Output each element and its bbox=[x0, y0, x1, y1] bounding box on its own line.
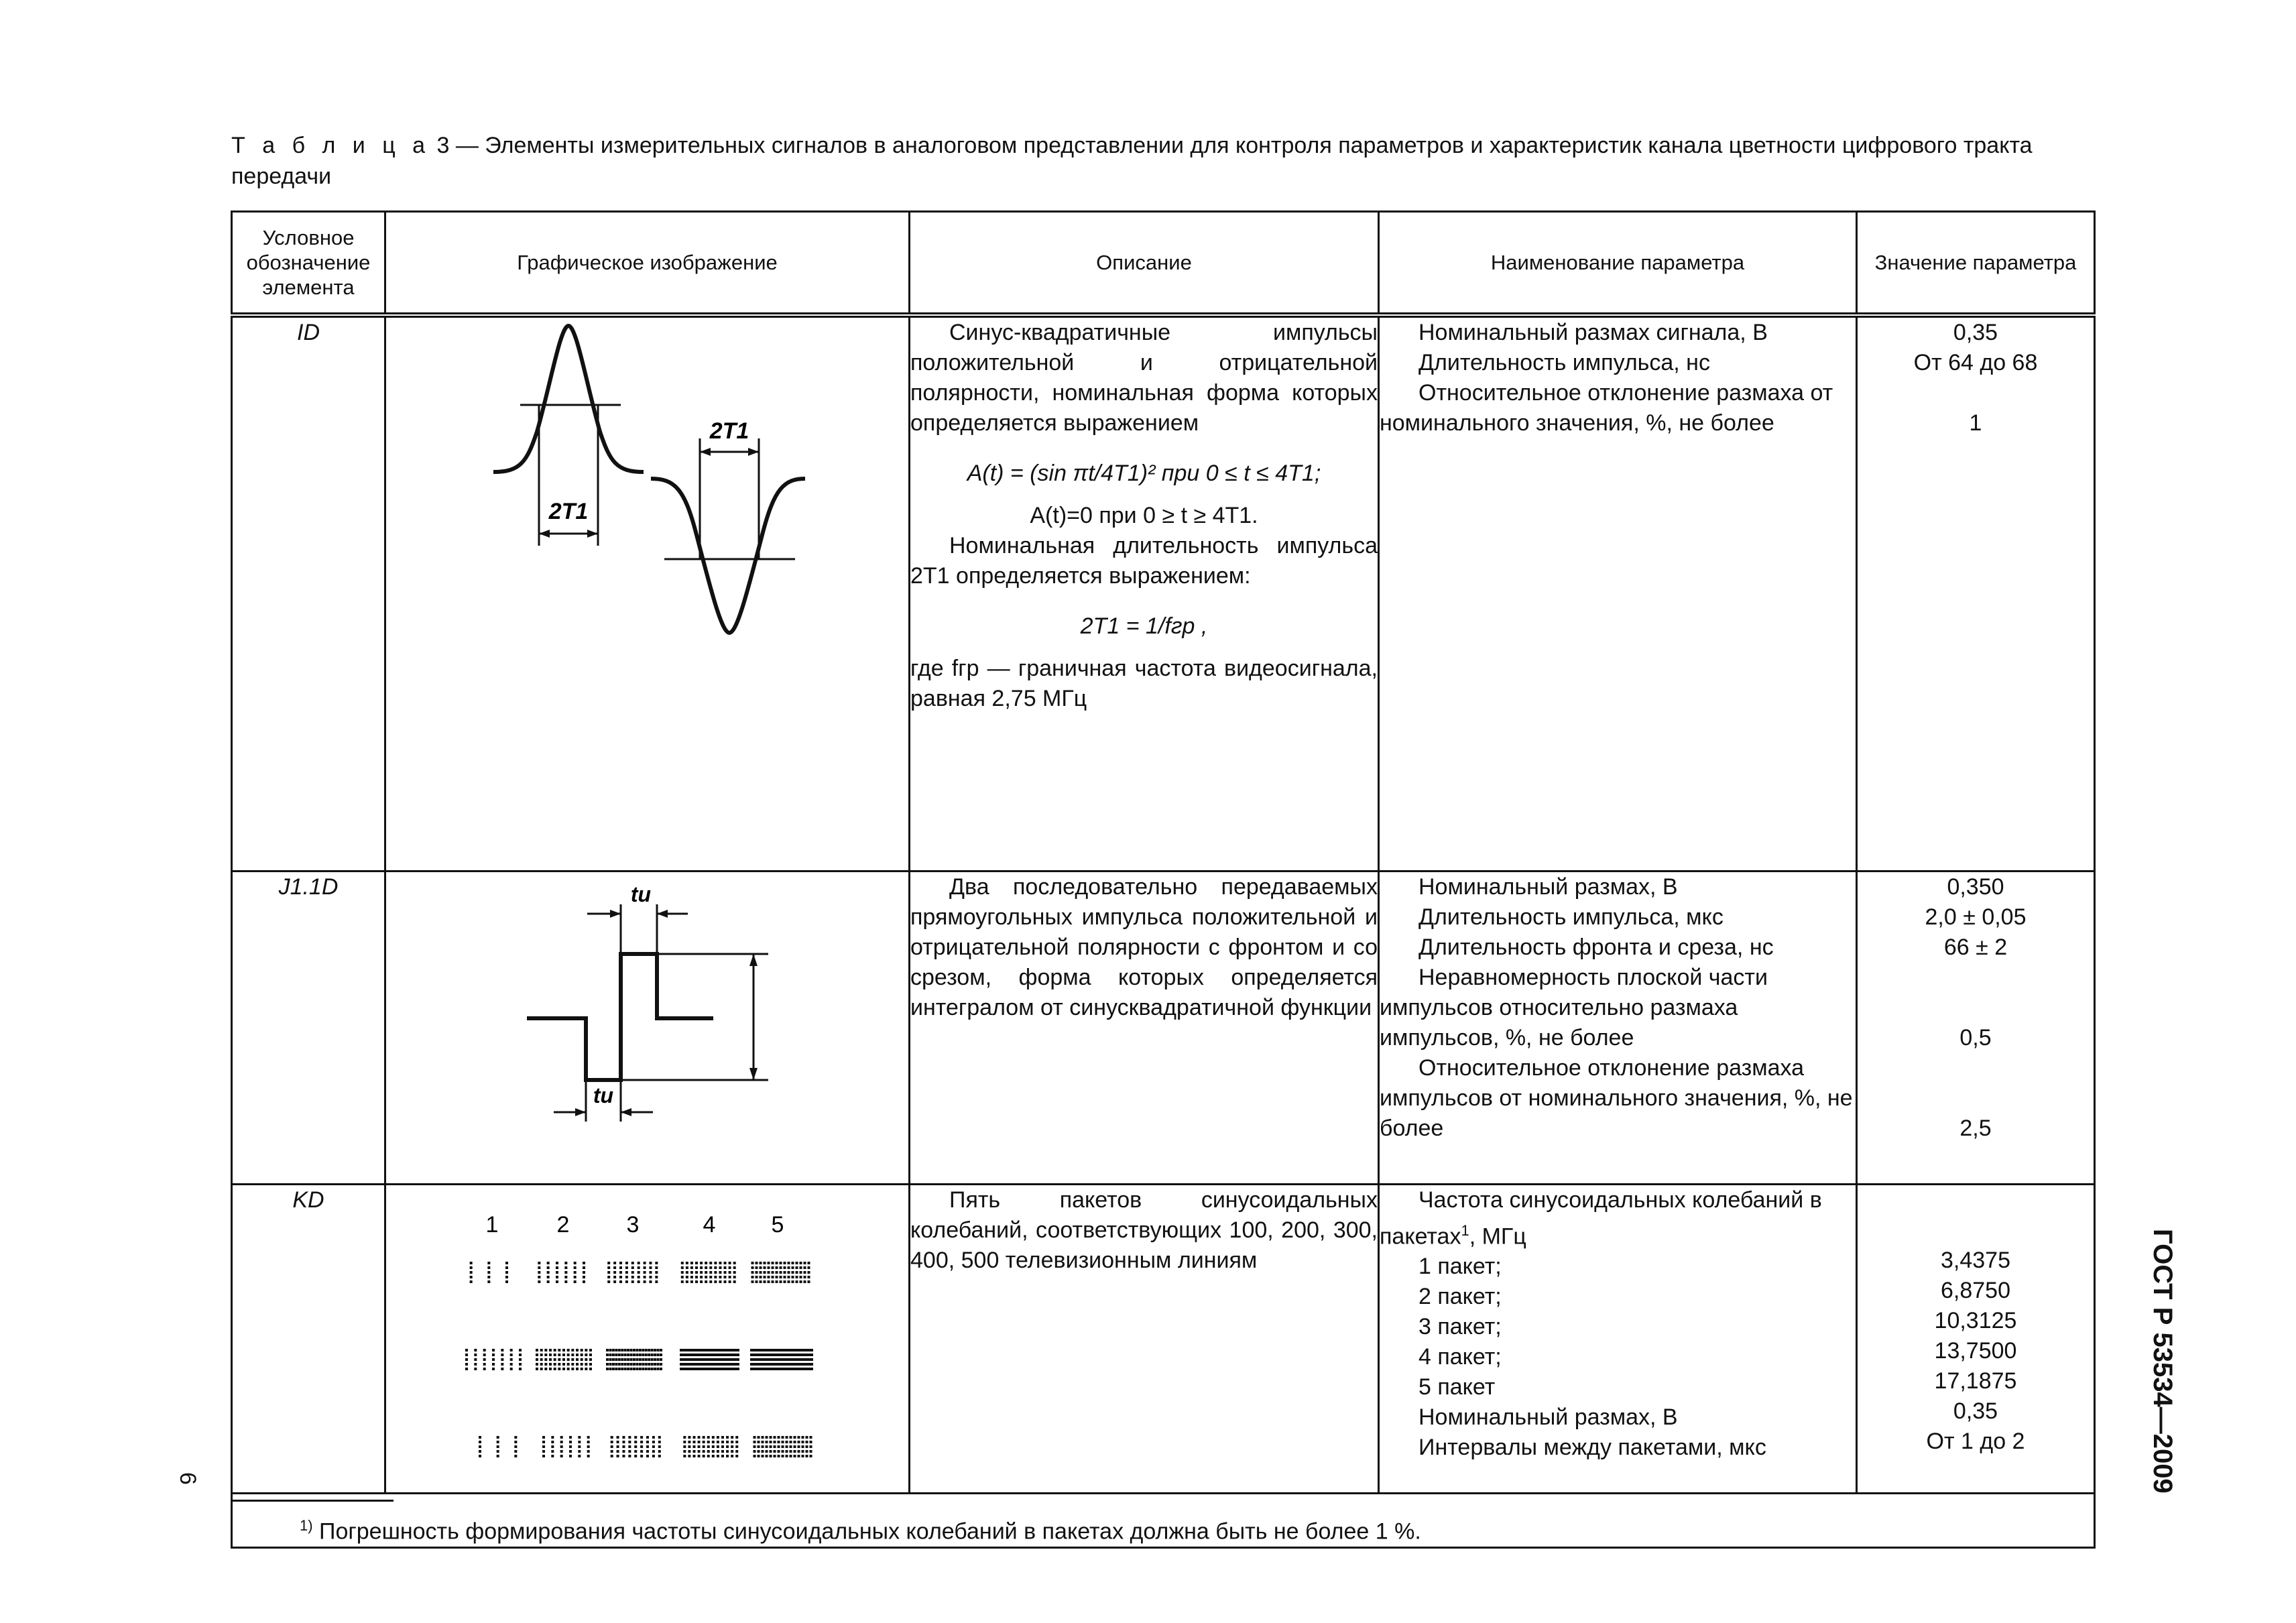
header-param-name: Наименование параметра bbox=[1379, 212, 1857, 316]
param-value: 0,5 bbox=[1959, 1025, 1992, 1050]
header-graphic: Графическое изображение bbox=[385, 212, 910, 316]
neg-width-label: 2T1 bbox=[709, 418, 749, 444]
rectangular-pulses-diagram bbox=[386, 872, 910, 1175]
header-description: Описание bbox=[910, 212, 1379, 316]
row-code: ID bbox=[232, 315, 385, 871]
row-description bbox=[910, 871, 1379, 1185]
standard-title: ГОСТ Р 53534—2009 bbox=[2148, 1228, 2177, 1494]
sine-packet-1 bbox=[465, 1262, 522, 1457]
row-values bbox=[1857, 315, 2095, 871]
row-params bbox=[1379, 871, 1857, 1185]
param-value: 2,0 ± 0,05 bbox=[1925, 904, 2027, 930]
formula-duration: 2T1 = 1/fгр , bbox=[1080, 613, 1208, 639]
param-item: Интервалы между пакетами, мкс bbox=[1418, 1435, 1766, 1461]
param-item: 3 пакет; bbox=[1418, 1314, 1502, 1340]
sine-packet-2 bbox=[536, 1262, 592, 1457]
footnote bbox=[300, 1510, 1421, 1547]
caption-label: Т а б л и ц а bbox=[231, 133, 431, 158]
caption-text: 3 — Элементы измерительных сигналов в аналоговом представлении для контроля параметров и характеристик канала цветности цифрового тракта передачи bbox=[231, 133, 2033, 189]
param-item: Неравномерность плоской части импульсов относительно размаха импульсов, %, не более bbox=[1380, 965, 1768, 1050]
desc-paragraph: Синус-квадратичные импульсы положительной и отрицательной полярности, номинальная форма которых определяется выражением bbox=[910, 320, 1378, 436]
param-item: 4 пакет; bbox=[1418, 1344, 1502, 1370]
param-item: 2 пакет; bbox=[1418, 1284, 1502, 1310]
param-item: Длительность импульса, мкс bbox=[1418, 904, 1724, 930]
desc-paragraph: Номинальная длительность импульса 2T1 определяется выражением: bbox=[910, 533, 1378, 589]
desc-paragraph: Пять пакетов синусоидальных колебаний, соответствующих 100, 200, 300, 400, 500 телевизионным линиям bbox=[910, 1187, 1378, 1273]
spacer bbox=[1858, 963, 2094, 1023]
param-item: Номинальный размах сигнала, В bbox=[1418, 320, 1768, 345]
footnote-rule bbox=[233, 1500, 394, 1502]
sine-squared-pulses-diagram bbox=[386, 318, 910, 862]
param-value: 0,350 bbox=[1947, 874, 2004, 900]
desc-paragraph: Два последовательно передаваемых прямоугольных импульса положительной и отрицательной полярности с фронтом и со срезом, форма которых определяется интегралом от синусквадратичной функции bbox=[910, 874, 1378, 1020]
packet-number-5: 5 bbox=[771, 1212, 784, 1238]
row-code: KD bbox=[232, 1185, 385, 1494]
param-item: Длительность импульса, нс bbox=[1418, 350, 1710, 375]
header-row bbox=[232, 212, 2095, 316]
formula-zero: A(t)=0 при 0 ≥ t ≥ 4T1. bbox=[1030, 503, 1258, 528]
pos-width-label: 2T1 bbox=[548, 499, 589, 524]
param-item: 5 пакет bbox=[1418, 1374, 1496, 1400]
param-item: Номинальный размах, В bbox=[1418, 874, 1678, 900]
row-params bbox=[1379, 315, 1857, 871]
top-duration-label: tи bbox=[630, 882, 652, 906]
param-value: 6,8750 bbox=[1941, 1278, 2010, 1303]
spacer bbox=[1858, 1185, 2094, 1246]
param-value: 10,3125 bbox=[1934, 1308, 2017, 1333]
row-graphic bbox=[385, 315, 910, 871]
table-caption bbox=[231, 130, 2095, 192]
param-heading bbox=[1380, 1185, 1856, 1252]
table-row-id bbox=[232, 315, 2095, 871]
bottom-duration-label: tи bbox=[593, 1083, 614, 1107]
param-value: 1 bbox=[1969, 410, 1982, 436]
param-item: 1 пакет; bbox=[1418, 1254, 1502, 1280]
footnote-mark: 1) bbox=[300, 1517, 313, 1534]
header-param-value: Значение параметра bbox=[1857, 212, 2095, 316]
param-heading-text: Частота синусоидальных колебаний в пакетах bbox=[1380, 1187, 1822, 1250]
row-description bbox=[910, 1185, 1379, 1494]
param-value: 3,4375 bbox=[1941, 1248, 2010, 1273]
packet-number-1: 1 bbox=[485, 1212, 499, 1238]
param-value: 17,1875 bbox=[1934, 1368, 2017, 1394]
param-value: От 1 до 2 bbox=[1926, 1429, 2025, 1454]
row-code: J1.1D bbox=[232, 871, 385, 1185]
signal-elements-table bbox=[231, 211, 2096, 1549]
row-params bbox=[1379, 1185, 1857, 1494]
desc-paragraph: где fгр — граничная частота видеосигнала, равная 2,75 МГц bbox=[910, 656, 1378, 711]
row-graphic bbox=[385, 1185, 910, 1494]
param-value: 13,7500 bbox=[1934, 1338, 2017, 1364]
table-row-j11d bbox=[232, 871, 2095, 1185]
footnote-text: Погрешность формирования частоты синусоидальных колебаний в пакетах должна быть не более 1 %. bbox=[312, 1518, 1421, 1545]
packet-number-2: 2 bbox=[556, 1212, 570, 1238]
param-item: Номинальный размах, В bbox=[1418, 1404, 1678, 1431]
row-values bbox=[1857, 871, 2095, 1185]
row-graphic bbox=[385, 871, 910, 1185]
formula-amplitude: A(t) = (sin πt/4T1)² при 0 ≤ t ≤ 4T1; bbox=[967, 461, 1321, 486]
param-heading-unit: , МГц bbox=[1469, 1223, 1526, 1250]
row-values bbox=[1857, 1185, 2095, 1494]
footnote-ref: 1 bbox=[1461, 1222, 1469, 1239]
sine-packet-4 bbox=[680, 1262, 739, 1457]
footnote-row bbox=[232, 1494, 2095, 1548]
packet-number-3: 3 bbox=[626, 1212, 640, 1238]
param-value: 66 ± 2 bbox=[1943, 935, 2008, 960]
sine-packets-diagram bbox=[386, 1185, 910, 1484]
spacer bbox=[1858, 378, 2094, 408]
footnote-cell bbox=[232, 1494, 2095, 1548]
param-item: Длительность фронта и среза, нс bbox=[1418, 935, 1774, 960]
param-value: 0,35 bbox=[1953, 1398, 1998, 1424]
param-item: Относительное отклонение размаха импульсов от номинального значения, %, не более bbox=[1380, 1055, 1853, 1141]
page-number: 6 bbox=[174, 1472, 200, 1485]
header-code: Условное обозначение элемента bbox=[232, 212, 385, 316]
packet-number-4: 4 bbox=[703, 1212, 716, 1238]
param-value: 2,5 bbox=[1959, 1116, 1992, 1141]
spacer bbox=[1858, 1053, 2094, 1114]
param-item: Относительное отклонение размаха от номинального значения, %, не более bbox=[1380, 380, 1833, 436]
param-value: 0,35 bbox=[1953, 320, 1998, 345]
row-description bbox=[910, 315, 1379, 871]
param-value: От 64 до 68 bbox=[1913, 350, 2038, 375]
sine-packet-5 bbox=[750, 1262, 813, 1457]
table-row-kd bbox=[232, 1185, 2095, 1494]
sine-packet-3 bbox=[606, 1262, 662, 1457]
